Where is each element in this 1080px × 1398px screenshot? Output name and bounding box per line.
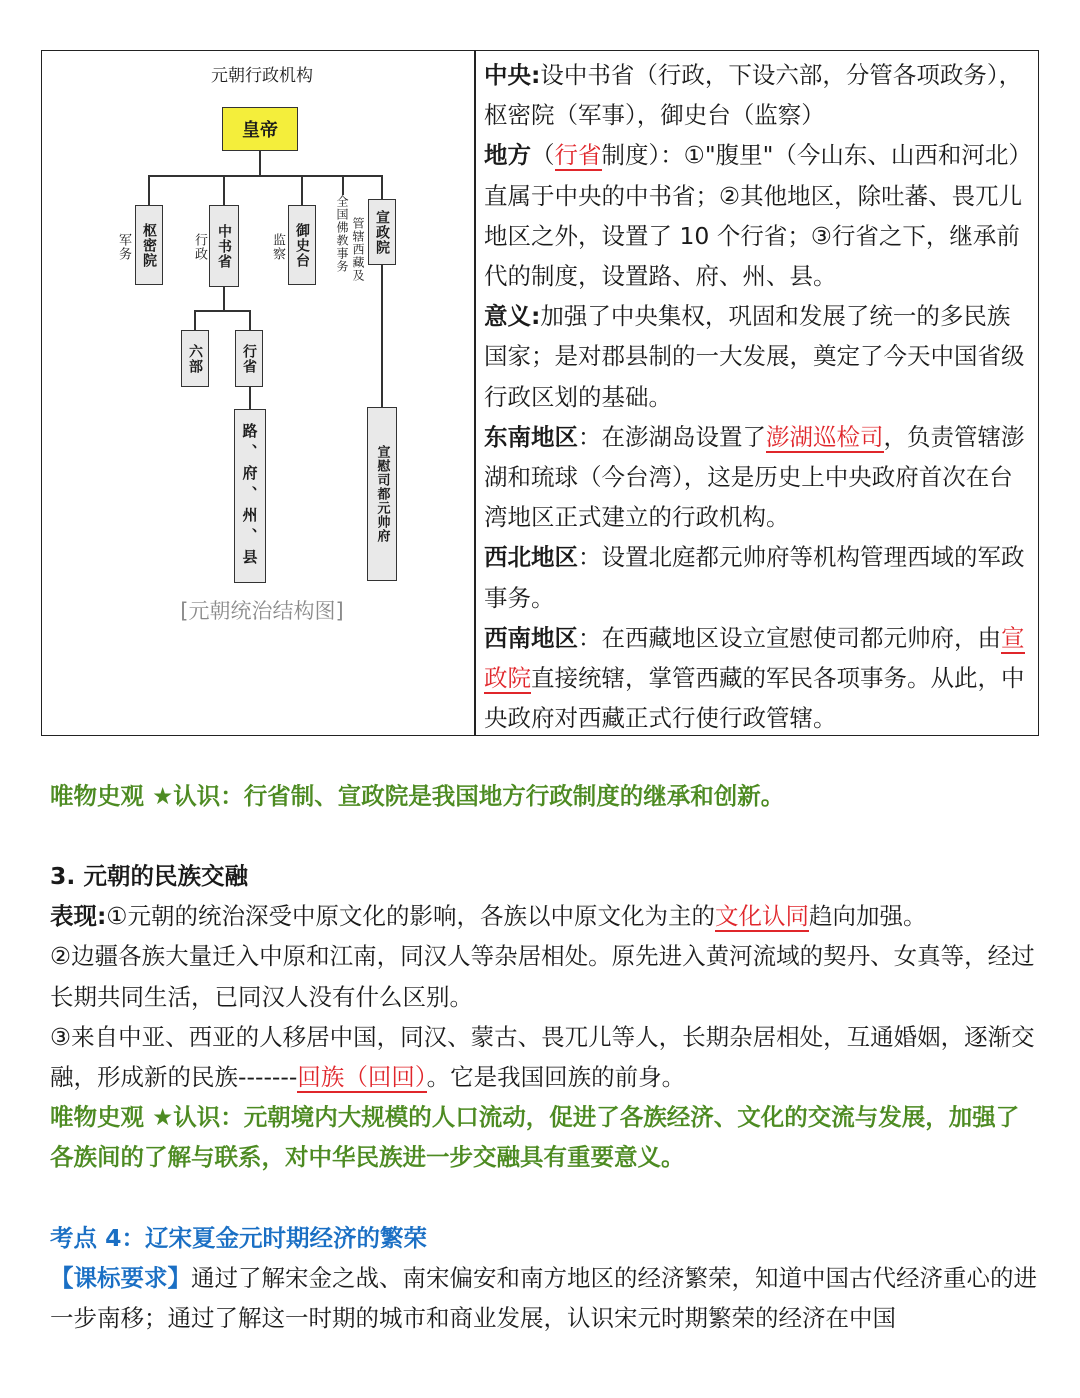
liubu-box: 六部 bbox=[181, 330, 209, 387]
connector bbox=[194, 310, 196, 330]
hui-keyword: 回族（回回） bbox=[297, 1063, 427, 1092]
xuanzhengyuan-box: 宣政院 bbox=[368, 199, 396, 265]
tibet-label: 管辖西藏及 bbox=[351, 217, 365, 282]
connector bbox=[381, 175, 383, 199]
biaoxian-3 bbox=[50, 1017, 1040, 1097]
southeast-paragraph bbox=[484, 417, 1032, 538]
structure-diagram bbox=[42, 51, 474, 735]
southwest-text: ：在西藏地区设立宣慰使司都元帅府，由 bbox=[578, 623, 1001, 652]
diagram-caption: [元朝统治结构图] bbox=[180, 599, 344, 623]
xingsheng-keyword: 行省 bbox=[554, 141, 602, 170]
connector bbox=[381, 265, 383, 407]
table-divider bbox=[474, 51, 476, 735]
xuanweisi-box: 宣慰司都元帅府 bbox=[367, 407, 397, 581]
supervision-label: 监察 bbox=[270, 233, 285, 261]
section-3-title: 3. 元朝的民族交融 bbox=[50, 862, 248, 890]
southeast-text: ：在澎湖岛设置了 bbox=[578, 422, 766, 451]
connector bbox=[249, 387, 251, 409]
tibet-label: 全国佛教事务 bbox=[335, 195, 349, 273]
connector bbox=[223, 175, 225, 205]
diagram-title: 元朝行政机构 bbox=[211, 66, 313, 86]
materialism-note-1: 唯物史观 ★认识：行省制、宣政院是我国地方行政制度的继承和创新。 bbox=[50, 782, 785, 810]
biaoxian-1 bbox=[50, 896, 1040, 936]
connector bbox=[148, 175, 382, 177]
emperor-box: 皇帝 bbox=[222, 107, 298, 151]
local-label: 地方 bbox=[484, 141, 531, 170]
admin-description bbox=[484, 55, 1032, 738]
significance-label: 意义: bbox=[484, 302, 541, 331]
local-paragraph bbox=[484, 135, 1032, 296]
biaoxian-1-text: ①元朝的统治深受中原文化的影响，各族以中原文化为主的 bbox=[106, 902, 715, 931]
section-3 bbox=[50, 856, 1040, 1178]
materialism-note-2: 唯物史观 ★认识：元朝境内大规模的人口流动，促进了各族经济、文化的交流与发展，加强了各族间的了解与联系，对中华民族进一步交融具有重要意义。 bbox=[50, 1103, 1020, 1172]
connector bbox=[259, 151, 261, 176]
connector bbox=[148, 175, 150, 205]
northwest-text: ：设置北庭都元帅府等机构管理西域的军政事务。 bbox=[484, 543, 1025, 612]
xingsheng-box: 行省 bbox=[235, 330, 263, 387]
connector bbox=[194, 310, 250, 312]
local-text: 制度）：①"腹里"（今山东、山西和河北）直属于中央的中书省；②其他地区，除吐蕃、畏兀儿地区之外，设置了 10 个行省；③行省之下，继承前代的制度，设置路、府、州、县。 bbox=[484, 141, 1032, 291]
southwest-paragraph bbox=[484, 618, 1032, 739]
xuanzhengyuan-keyword: 宣政院 bbox=[484, 623, 1025, 693]
northwest-paragraph bbox=[484, 537, 1032, 617]
content-table bbox=[41, 50, 1039, 736]
kaodian-4-title: 考点 4：辽宋夏金元时期经济的繁荣 bbox=[50, 1224, 428, 1252]
lu-fu-zhou-xian-box: 路、府、州、县 bbox=[234, 409, 266, 583]
paren-open: （ bbox=[531, 141, 555, 170]
kebiao-label: 【课标要求】 bbox=[50, 1264, 191, 1293]
significance-text: 加强了中央集权，巩固和发展了统一的多民族国家；是对郡县制的一大发展，奠定了今天中国省级行政区划的基础。 bbox=[484, 302, 1025, 411]
kebiao-text: 通过了解宋金之战、南宋偏安和南方地区的经济繁荣，知道中国古代经济重心的进一步南移；通过了解这一时期的城市和商业发展，认识宋元时期繁荣的经济在中国 bbox=[50, 1264, 1037, 1333]
biaoxian-3-end: 。它是我国回族的前身。 bbox=[426, 1063, 686, 1092]
southwest-text-2: 直接统辖，掌管西藏的军民各项事务。从此，中央政府对西藏正式行使行政管辖。 bbox=[484, 664, 1025, 733]
admin-label: 行政 bbox=[192, 233, 207, 261]
kebiao-paragraph bbox=[50, 1258, 1040, 1338]
zhongshusheng-box: 中书省 bbox=[209, 205, 239, 287]
biaoxian-3-text: ③来自中亚、西亚的人移居中国，同汉、蒙古、畏兀儿等人，长期杂居相处，互通婚姻，逐渐交融，形成新的民族------- bbox=[50, 1022, 1035, 1092]
central-paragraph bbox=[484, 55, 1032, 135]
southeast-label: 东南地区 bbox=[484, 422, 578, 451]
central-text: 设中书省（行政，下设六部，分管各项政务），枢密院（军事），御史台（监察） bbox=[484, 61, 1023, 130]
southeast-text-2: ，负责管辖澎湖和琉球（今台湾），这是历史上中央政府首次在台湾地区正式建立的行政机构。 bbox=[484, 422, 1025, 532]
note-1 bbox=[50, 776, 1040, 816]
connector bbox=[301, 175, 303, 205]
central-label: 中央: bbox=[484, 61, 541, 89]
southwest-label: 西南地区 bbox=[484, 623, 578, 652]
northwest-label: 西北地区 bbox=[484, 543, 578, 572]
yushitai-box: 御史台 bbox=[288, 205, 316, 285]
significance-paragraph bbox=[484, 296, 1032, 417]
penghu-keyword: 澎湖巡检司 bbox=[766, 422, 884, 451]
connector bbox=[249, 310, 251, 330]
biaoxian-1-end: 趋向加强。 bbox=[808, 902, 927, 931]
connector bbox=[223, 287, 225, 311]
shumiyuan-box: 枢密院 bbox=[135, 205, 163, 285]
kaodian-4 bbox=[50, 1218, 1040, 1339]
cultural-identity-keyword: 文化认同 bbox=[714, 902, 809, 931]
connector bbox=[342, 175, 344, 195]
biaoxian-label: 表现: bbox=[50, 902, 107, 931]
military-label: 军务 bbox=[116, 233, 131, 261]
biaoxian-2: ②边疆各族大量迁入中原和江南，同汉人等杂居相处。原先进入黄河流域的契丹、女真等，经过长期共同生活，已同汉人没有什么区别。 bbox=[50, 942, 1035, 1011]
